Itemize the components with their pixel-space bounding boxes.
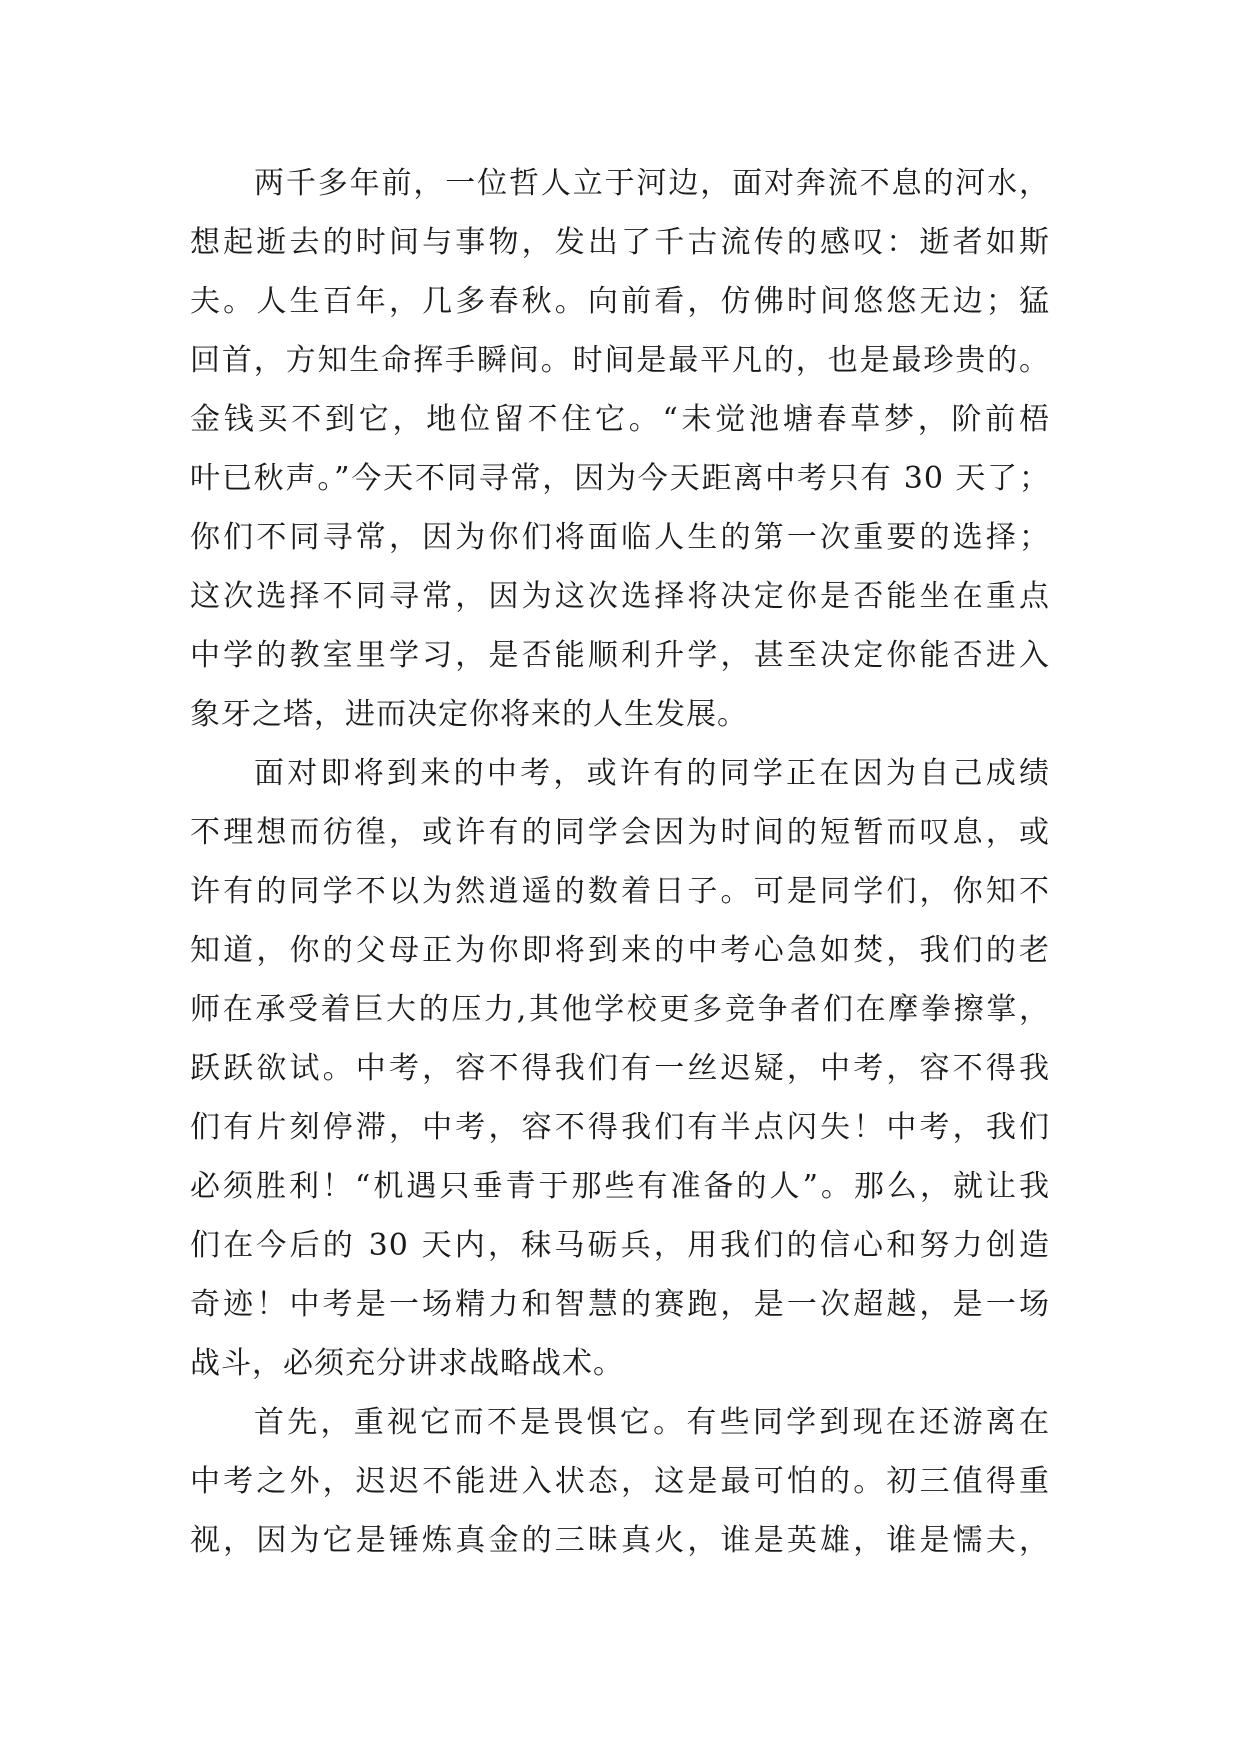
text-line: 知道，你的父母正为你即将到来的中考心急如焚，我们的老 bbox=[190, 933, 1050, 968]
text-line: 中学的教室里学习，是否能顺利升学，甚至决定你能否进入 bbox=[190, 638, 1050, 673]
paragraph-1 bbox=[190, 154, 1050, 744]
text-line: 面对即将到来的中考，或许有的同学正在因为自己成绩 bbox=[254, 756, 1050, 791]
text-line: 回首，方知生命挥手瞬间。时间是最平凡的，也是最珍贵的。 bbox=[190, 343, 1050, 378]
text-line: 你们不同寻常，因为你们将面临人生的第一次重要的选择； bbox=[190, 520, 1050, 555]
text-line: 跃跃欲试。中考，容不得我们有一丝迟疑，中考，容不得我 bbox=[190, 1051, 1050, 1086]
text-line: 们在今后的 30 天内，秣马砺兵，用我们的信心和努力创造 bbox=[190, 1228, 1050, 1263]
text-line: 夫。人生百年，几多春秋。向前看，仿佛时间悠悠无边；猛 bbox=[190, 284, 1050, 319]
text-line: 们有片刻停滞，中考，容不得我们有半点闪失！中考，我们 bbox=[190, 1110, 1050, 1145]
text-line: 中考之外，迟迟不能进入状态，这是最可怕的。初三值得重 bbox=[190, 1464, 1050, 1499]
text-line: 叶已秋声。”今天不同寻常，因为今天距离中考只有 30 天了； bbox=[190, 461, 1050, 496]
text-line: 这次选择不同寻常，因为这次选择将决定你是否能坐在重点 bbox=[190, 579, 1050, 614]
paragraph-2 bbox=[190, 744, 1050, 1393]
text-line: 象牙之塔，进而决定你将来的人生发展。 bbox=[190, 697, 748, 732]
document-body bbox=[190, 154, 1050, 1570]
text-line: 金钱买不到它，地位留不住它。“未觉池塘春草梦，阶前梧 bbox=[190, 402, 1050, 437]
text-line: 许有的同学不以为然逍遥的数着日子。可是同学们，你知不 bbox=[190, 874, 1050, 909]
text-line: 战斗，必须充分讲求战略战术。 bbox=[190, 1346, 624, 1381]
text-line: 首先，重视它而不是畏惧它。有些同学到现在还游离在 bbox=[254, 1405, 1050, 1440]
text-line: 两千多年前，一位哲人立于河边，面对奔流不息的河水， bbox=[254, 166, 1050, 201]
text-line: 奇迹！中考是一场精力和智慧的赛跑，是一次超越，是一场 bbox=[190, 1287, 1050, 1322]
text-line: 视，因为它是锤炼真金的三昧真火，谁是英雄，谁是懦夫， bbox=[190, 1523, 1050, 1558]
text-line: 必须胜利！“机遇只垂青于那些有准备的人”。那么，就让我 bbox=[190, 1169, 1050, 1204]
text-line: 师在承受着巨大的压力,其他学校更多竞争者们在摩拳擦掌， bbox=[190, 992, 1050, 1027]
text-line: 不理想而彷徨，或许有的同学会因为时间的短暂而叹息，或 bbox=[190, 815, 1050, 850]
paragraph-3 bbox=[190, 1393, 1050, 1570]
text-line: 想起逝去的时间与事物，发出了千古流传的感叹：逝者如斯 bbox=[190, 225, 1050, 260]
